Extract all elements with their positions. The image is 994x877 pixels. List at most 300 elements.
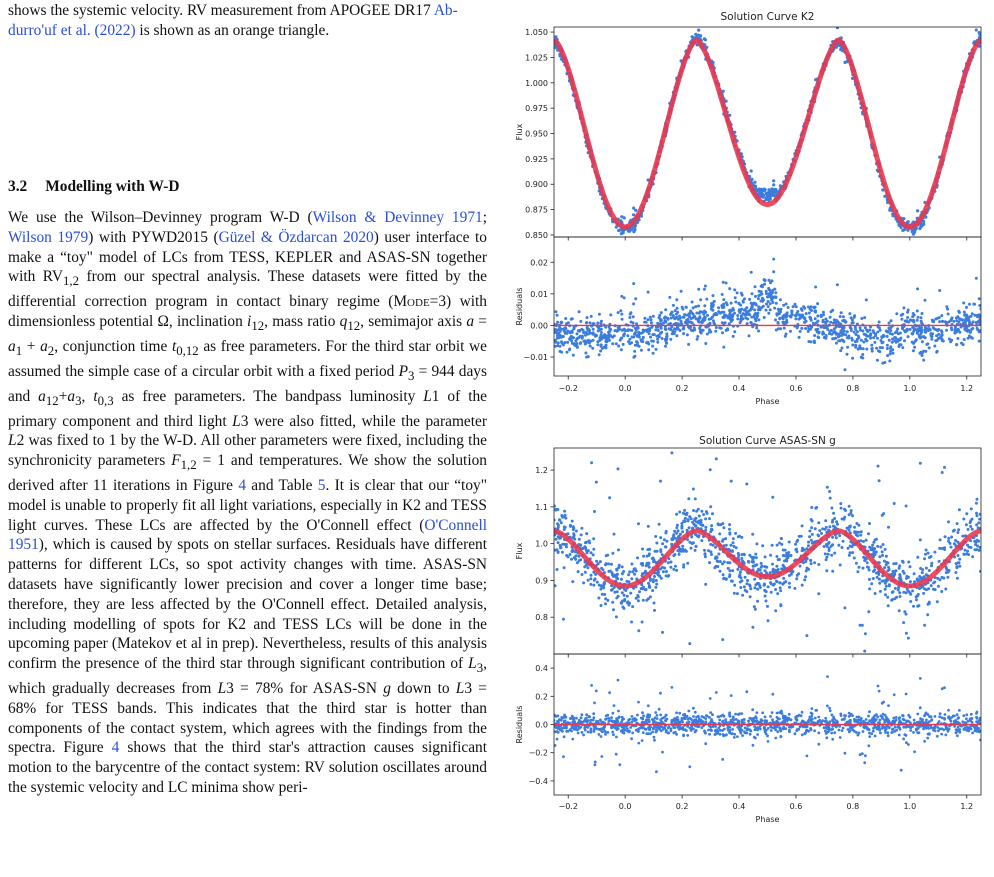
flux-point (759, 586, 762, 589)
flux-point (859, 539, 862, 542)
residual-y-tick-label: 0.00 (530, 321, 548, 331)
flux-point (746, 582, 749, 585)
flux-point (590, 574, 593, 577)
flux-point (753, 181, 756, 184)
residual-point (693, 327, 696, 330)
flux-point (626, 595, 629, 598)
flux-point (875, 538, 878, 541)
flux-point (958, 558, 961, 561)
residual-point (843, 330, 846, 333)
residual-point (737, 713, 740, 716)
flux-point (853, 530, 856, 533)
residual-point (570, 318, 573, 321)
flux-point (710, 524, 713, 527)
residual-point (881, 341, 884, 344)
flux-point (979, 570, 982, 573)
residual-point (913, 346, 916, 349)
residual-point (877, 349, 880, 352)
residual-point (868, 735, 871, 738)
flux-point (971, 555, 974, 558)
flux-point (712, 544, 715, 547)
flux-point (709, 468, 712, 471)
flux-point (958, 561, 961, 564)
residual-point (726, 315, 729, 318)
flux-point (958, 565, 961, 568)
residual-point (575, 717, 578, 720)
residual-point (895, 312, 898, 315)
flux-point (728, 575, 731, 578)
residual-point (806, 755, 809, 758)
residual-point (934, 729, 937, 732)
residual-point (703, 288, 706, 291)
flux-point (969, 525, 972, 528)
residual-point (567, 321, 570, 324)
flux-point (623, 607, 626, 610)
flux-point (723, 560, 726, 563)
flux-point (678, 511, 681, 514)
residual-point (865, 298, 868, 301)
flux-point (558, 519, 561, 522)
flux-point (761, 544, 764, 547)
citation-link-abdurro[interactable]: Ab- (433, 2, 458, 19)
residual-point (675, 298, 678, 301)
residual-point (941, 334, 944, 337)
flux-point (848, 554, 851, 557)
citation-link-abdurro-cont[interactable]: durro'uf et al. (2022) (8, 21, 136, 39)
flux-point (582, 581, 585, 584)
residual-point (752, 744, 755, 747)
flux-point (694, 518, 697, 521)
residual-point (687, 319, 690, 322)
flux-point (676, 524, 679, 527)
residual-axis-label: Residuals (515, 287, 524, 326)
residual-point (907, 725, 910, 728)
residual-point (810, 305, 813, 308)
flux-point (827, 553, 830, 556)
residual-point (807, 327, 810, 330)
residual-point (748, 334, 751, 337)
residual-point (590, 731, 593, 734)
flux-point (581, 547, 584, 550)
residual-point (750, 271, 753, 274)
x-tick-label: 0.6 (789, 384, 803, 393)
residual-point (656, 338, 659, 341)
flux-point (817, 592, 820, 595)
residual-point (886, 731, 889, 734)
residual-point (795, 305, 798, 308)
residual-point (878, 321, 881, 324)
residual-point (702, 319, 705, 322)
flux-point (927, 587, 930, 590)
residual-point (752, 303, 755, 306)
flux-point (740, 536, 743, 539)
flux-point (976, 498, 979, 501)
residual-point (913, 719, 916, 722)
flux-point (688, 642, 691, 645)
flux-axis-label: Flux (515, 123, 524, 141)
flux-point (728, 533, 731, 536)
flux-point (936, 600, 939, 603)
residual-point (824, 717, 827, 720)
flux-point (898, 591, 901, 594)
flux-point (716, 565, 719, 568)
flux-point (674, 537, 677, 540)
flux-point (962, 553, 965, 556)
residual-point (978, 297, 981, 300)
residual-point (697, 305, 700, 308)
flux-point (842, 540, 845, 543)
residual-point (554, 310, 557, 313)
residual-point (965, 327, 968, 330)
flux-point (941, 471, 944, 474)
flux-point (828, 525, 831, 528)
residual-point (641, 338, 644, 341)
residual-point (654, 328, 657, 331)
residual-point (722, 316, 725, 319)
flux-point (586, 566, 589, 569)
flux-point (872, 577, 875, 580)
residual-point (921, 351, 924, 354)
residual-point (695, 317, 698, 320)
residual-point (681, 316, 684, 319)
residual-point (741, 734, 744, 737)
flux-point (709, 505, 712, 508)
flux-point (764, 555, 767, 558)
flux-point (609, 570, 612, 573)
residual-point (580, 328, 583, 331)
flux-point (950, 546, 953, 549)
residual-point (692, 306, 695, 309)
flux-point (697, 29, 700, 32)
residual-point (876, 337, 879, 340)
flux-point (765, 566, 768, 569)
residual-y-tick-label: 0.02 (530, 258, 548, 268)
residual-point (750, 306, 753, 309)
flux-point (784, 554, 787, 557)
residual-point (874, 333, 877, 336)
residual-point (962, 302, 965, 305)
flux-point (760, 562, 763, 565)
flux-point (600, 604, 603, 607)
residual-point (629, 311, 632, 314)
residual-point (913, 328, 916, 331)
residual-point (858, 732, 861, 735)
flux-point (916, 209, 919, 212)
residual-point (659, 719, 662, 722)
flux-point (634, 209, 637, 212)
residual-point (621, 716, 624, 719)
residual-point (795, 314, 798, 317)
residual-point (732, 309, 735, 312)
residual-point (691, 329, 694, 332)
residual-point (886, 344, 889, 347)
residual-point (849, 326, 852, 329)
residual-point (556, 332, 559, 335)
residual-point (888, 322, 891, 325)
flux-point (884, 588, 887, 591)
residual-point (689, 321, 692, 324)
residual-point (757, 318, 760, 321)
flux-point (807, 544, 810, 547)
residual-point (632, 302, 635, 305)
residual-point (774, 318, 777, 321)
flux-point (771, 496, 774, 499)
residual-point (708, 318, 711, 321)
flux-point (685, 550, 688, 553)
flux-point (891, 591, 894, 594)
flux-point (900, 702, 903, 705)
residual-point (738, 311, 741, 314)
residual-point (566, 332, 569, 335)
residual-point (739, 308, 742, 311)
residual-point (616, 330, 619, 333)
flux-point (606, 554, 609, 557)
flux-point (638, 590, 641, 593)
residual-point (792, 305, 795, 308)
flux-point (631, 570, 634, 573)
flux-point (599, 588, 602, 591)
residual-point (760, 293, 763, 296)
residual-point (937, 328, 940, 331)
flux-point (704, 517, 707, 520)
residual-point (608, 691, 611, 694)
flux-point (886, 569, 889, 572)
flux-point (933, 551, 936, 554)
residual-point (664, 345, 667, 348)
flux-point (902, 561, 905, 564)
residual-point (630, 321, 633, 324)
residual-point (930, 338, 933, 341)
residual-point (581, 337, 584, 340)
flux-point (780, 537, 783, 540)
flux-point (835, 536, 838, 539)
flux-point (604, 597, 607, 600)
residual-point (928, 327, 931, 330)
residual-point (650, 318, 653, 321)
residual-point (853, 316, 856, 319)
residual-point (817, 716, 820, 719)
flux-point (790, 573, 793, 576)
residual-point (717, 306, 720, 309)
residual-point (638, 336, 641, 339)
residual-point (941, 320, 944, 323)
flux-point (667, 561, 670, 564)
residual-point (947, 321, 950, 324)
residual-point (592, 333, 595, 336)
residual-point (922, 335, 925, 338)
residual-point (889, 332, 892, 335)
residual-point (774, 737, 777, 740)
residual-point (743, 314, 746, 317)
flux-point (833, 517, 836, 520)
residual-point (652, 352, 655, 355)
residual-point (906, 316, 909, 319)
flux-point (840, 507, 843, 510)
residual-point (576, 345, 579, 348)
flux-point (771, 563, 774, 566)
flux-point (806, 567, 809, 570)
residual-point (950, 720, 953, 723)
flux-y-tick-label: 1.050 (525, 28, 548, 38)
flux-point (670, 451, 673, 454)
residual-point (961, 720, 964, 723)
residual-point (645, 732, 648, 735)
flux-point (664, 545, 667, 548)
flux-point (926, 613, 929, 616)
residual-point (972, 320, 975, 323)
flux-point (833, 552, 836, 555)
flux-point (680, 527, 683, 530)
flux-point (739, 571, 742, 574)
flux-point (867, 566, 870, 569)
residual-point (672, 331, 675, 334)
flux-point (930, 555, 933, 558)
residual-point (730, 320, 733, 323)
flux-point (615, 569, 618, 572)
flux-point (578, 559, 581, 562)
flux-point (775, 555, 778, 558)
residual-point (909, 328, 912, 331)
residual-point (662, 322, 665, 325)
residual-point (863, 761, 866, 764)
residual-point (804, 327, 807, 330)
residual-point (726, 327, 729, 330)
residual-point (938, 320, 941, 323)
flux-point (662, 570, 665, 573)
residual-point (787, 306, 790, 309)
residual-point (634, 344, 637, 347)
flux-point (572, 525, 575, 528)
residual-point (801, 309, 804, 312)
residual-point (756, 314, 759, 317)
flux-point (970, 507, 973, 510)
residual-point (730, 694, 733, 697)
residual-y-tick-label: −0.01 (523, 353, 548, 363)
residual-point (940, 329, 943, 332)
flux-point (641, 587, 644, 590)
residual-point (836, 320, 839, 323)
residual-point (556, 314, 559, 317)
flux-point (965, 523, 968, 526)
flux-point (661, 542, 664, 545)
flux-point (569, 525, 572, 528)
flux-point (837, 544, 840, 547)
flux-point (686, 562, 689, 565)
residual-point (767, 740, 770, 743)
residual-point (560, 351, 563, 354)
residual-point (842, 315, 845, 318)
residual-point (829, 709, 832, 712)
flux-point (810, 506, 813, 509)
flux-point (922, 592, 925, 595)
residual-point (859, 326, 862, 329)
flux-point (663, 567, 666, 570)
residual-point (950, 339, 953, 342)
residual-point (801, 734, 804, 737)
residual-point (699, 328, 702, 331)
flux-point (611, 573, 614, 576)
flux-point (738, 575, 741, 578)
flux-point (887, 604, 890, 607)
flux-point (607, 562, 610, 565)
flux-point (913, 655, 916, 658)
residual-point (709, 697, 712, 700)
flux-point (858, 566, 861, 569)
residual-point (631, 336, 634, 339)
flux-point (620, 578, 623, 581)
flux-point (621, 565, 624, 568)
residual-point (957, 716, 960, 719)
residual-point (888, 339, 891, 342)
residual-point (722, 298, 725, 301)
residual-point (877, 721, 880, 724)
flux-point (687, 497, 690, 500)
flux-point (918, 227, 921, 230)
flux-point (788, 586, 791, 589)
flux-point (917, 593, 920, 596)
flux-point (674, 565, 677, 568)
flux-point (722, 573, 725, 576)
flux-point (756, 600, 759, 603)
flux-point (630, 563, 633, 566)
residual-point (586, 316, 589, 319)
flux-point (924, 553, 927, 556)
flux-point (937, 585, 940, 588)
flux-point (944, 588, 947, 591)
flux-point (947, 520, 950, 523)
residual-point (975, 277, 978, 280)
flux-point (595, 481, 598, 484)
residual-point (587, 329, 590, 332)
residual-point (750, 316, 753, 319)
residual-point (584, 729, 587, 732)
residual-point (889, 350, 892, 353)
flux-point (586, 551, 589, 554)
flux-point (912, 605, 915, 608)
flux-point (679, 548, 682, 551)
residual-point (762, 298, 765, 301)
flux-point (678, 553, 681, 556)
flux-point (774, 588, 777, 591)
residual-point (873, 726, 876, 729)
residual-point (652, 315, 655, 318)
flux-point (563, 543, 566, 546)
residual-point (912, 319, 915, 322)
flux-point (882, 543, 885, 546)
flux-point (785, 560, 788, 563)
residual-point (842, 340, 845, 343)
flux-point (767, 188, 770, 191)
residual-point (697, 288, 700, 291)
residual-point (886, 347, 889, 350)
flux-point (964, 549, 967, 552)
residual-point (647, 343, 650, 346)
residual-point (924, 350, 927, 353)
residual-point (817, 336, 820, 339)
flux-point (626, 601, 629, 604)
residual-point (704, 285, 707, 288)
flux-point (868, 569, 871, 572)
residual-point (579, 342, 582, 345)
residual-point (702, 329, 705, 332)
flux-point (561, 551, 564, 554)
residual-point (786, 321, 789, 324)
residual-point (779, 317, 782, 320)
flux-point (692, 541, 695, 544)
flux-point (905, 577, 908, 580)
flux-point (747, 560, 750, 563)
residual-point (779, 298, 782, 301)
